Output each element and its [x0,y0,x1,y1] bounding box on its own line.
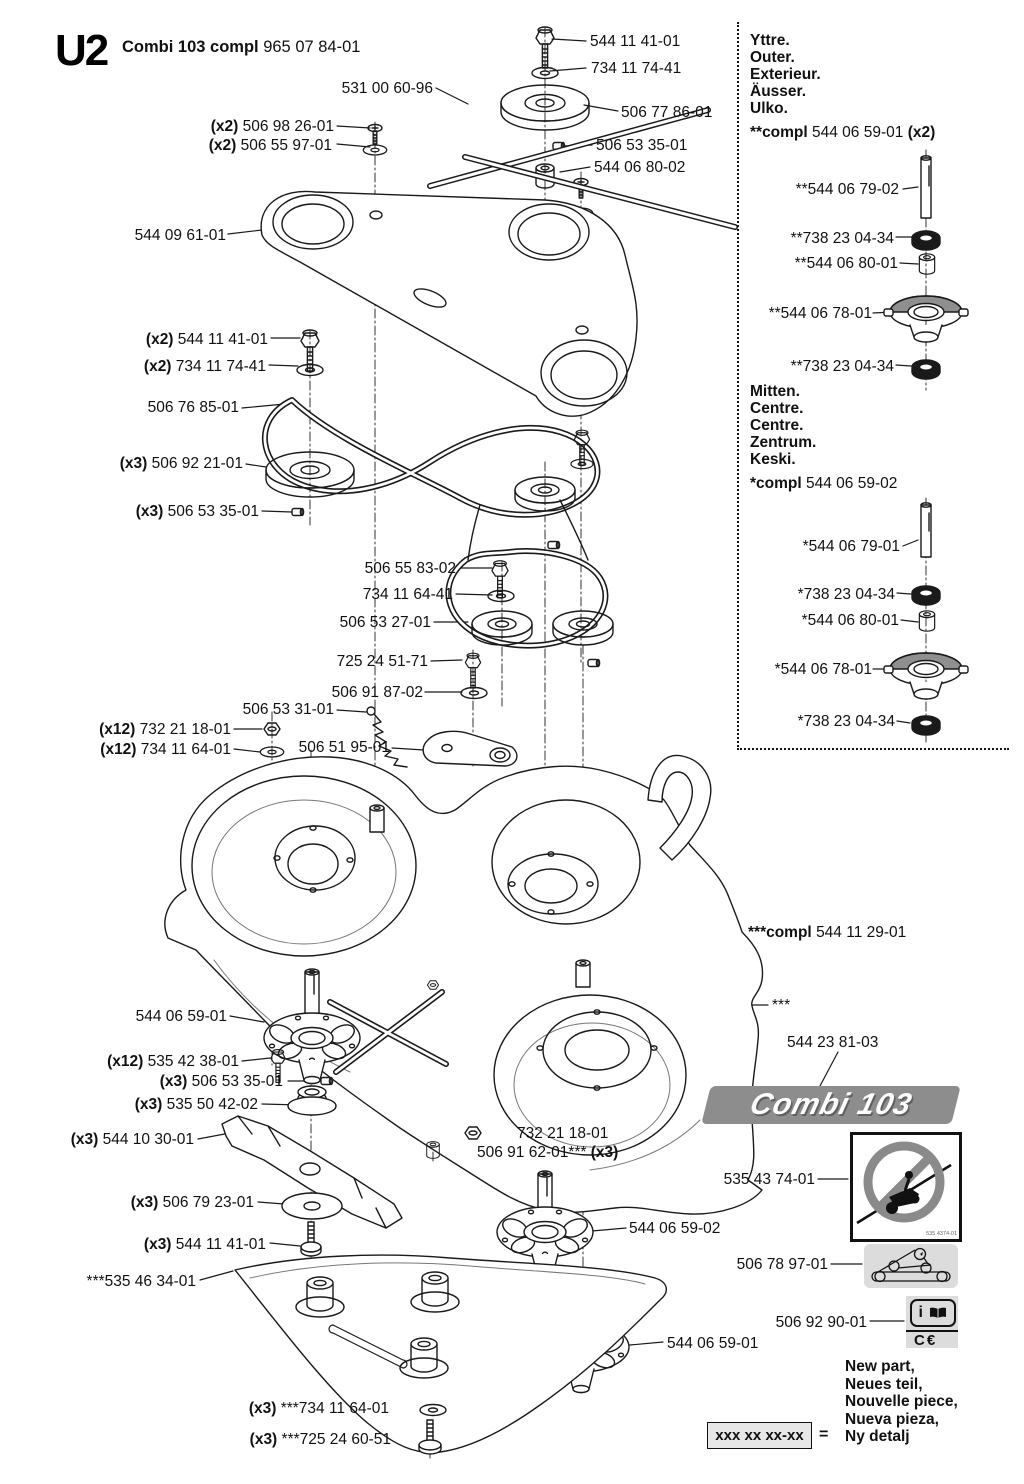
belt-routing-decal [864,1244,958,1288]
label-506-79-23-01: (x3) 506 79 23-01 [130,1194,254,1211]
label-506-91-62-01: 506 91 62-01*** (x3) [477,1144,619,1161]
label-544-06-78-01-outer: **544 06 78-01 [768,305,872,322]
blade-bolt [301,1222,321,1256]
open-book-icon [929,1307,947,1319]
decal-tiny-code: 535 4374-01 [926,1231,957,1237]
label-three-stars: *** [772,997,791,1014]
ce-mark: C€ [914,1332,938,1349]
label-506-55-97-01: (x2) 506 55 97-01 [208,137,332,154]
main-belt [265,400,606,646]
label-506-92-90-01: 506 92 90-01 [775,1314,867,1331]
label-506-53-35-01-x3a: (x3) 506 53 35-01 [135,503,259,520]
label-506-76-85-01: 506 76 85-01 [147,399,239,416]
label-734-11-74-41-top: 734 11 74-41 [591,60,682,77]
label-506-77-86-01: 506 77 86-01 [621,104,713,121]
read-manual-icon: i [910,1299,956,1327]
label-725-24-51-71: 725 24 51-71 [336,653,428,670]
label-544-06-59-01-bottom: 544 06 59-01 [667,1335,759,1352]
slope-warning-decal [850,1132,962,1242]
label-544-06-80-01-outer: **544 06 80-01 [794,255,898,272]
label-compl-544-11-29-01: ***compl 544 11 29-01 [748,924,907,941]
outer-language-block: Yttre. Outer. Exterieur. Äusser. Ulko. [750,32,821,117]
belt-routing-icon [864,1244,958,1288]
label-506-53-27-01: 506 53 27-01 [339,614,431,631]
page-title: Combi 103 compl 965 07 84-01 [122,38,361,56]
label-535-50-42-02: (x3) 535 50 42-02 [134,1096,258,1113]
idler-plate [261,191,637,416]
label-544-10-30-01: (x3) 544 10 30-01 [70,1131,194,1148]
label-506-51-95-01: 506 51 95-01 [298,739,390,756]
page-code: U2 [55,26,108,75]
label-535-43-74-01: 535 43 74-01 [723,1171,815,1188]
label-506-92-21-01: (x3) 506 92 21-01 [119,455,243,472]
label-544-06-79-01-centre: *544 06 79-01 [802,538,900,555]
new-part-legend: New part, Neues teil, Nouvelle piece, Nueva pieza, Ny detalj [845,1358,958,1446]
label-544-06-80-02: 544 06 80-02 [594,159,686,176]
label-738-23-04-34-outer-b: **738 23 04-34 [790,358,894,375]
label-734-11-64-41: 734 11 64-41 [362,586,453,603]
centre-compl-line: *compl 544 06 59-02 [750,475,898,492]
new-part-number-box: xxx xx xx-xx [707,1422,812,1449]
label-506-98-26-01: (x2) 506 98 26-01 [210,118,334,135]
label-506-53-35-01-x3b: (x3) 506 53 35-01 [159,1073,283,1090]
combi-103-badge: Combi 103 [701,1086,960,1124]
label-544-06-59-02: 544 06 59-02 [629,1220,721,1237]
label-738-23-04-34-centre-b: *738 23 04-34 [797,713,895,730]
manual-ce-decal [906,1296,958,1348]
label-506-53-35-01-top: 506 53 35-01 [596,137,688,154]
label-506-55-83-02: 506 55 83-02 [364,560,456,577]
tension-spring [367,707,407,767]
no-ride-slope-icon [853,1135,953,1233]
label-734-11-64-01-bottom: (x3) ***734 11 64-01 [248,1400,389,1417]
tension-arm [423,731,517,766]
label-535-46-34-01: ***535 46 34-01 [86,1273,196,1290]
label-725-24-60-51: (x3) ***725 24 60-51 [249,1431,391,1448]
label-544-06-59-01-left: 544 06 59-01 [135,1008,227,1025]
guard-plate [235,1255,666,1452]
label-544-11-41-01-x2: (x2) 544 11 41-01 [145,331,268,348]
label-732-21-18-01-x12: (x12) 732 21 18-01 [99,721,231,738]
label-544-11-41-01-top: 544 11 41-01 [590,33,681,50]
outer-compl-line: **compl 544 06 59-01 (x2) [750,124,936,141]
label-544-09-61-01: 544 09 61-01 [134,227,226,244]
label-738-23-04-34-outer-a: **738 23 04-34 [790,230,894,247]
label-506-78-97-01: 506 78 97-01 [736,1256,828,1273]
label-734-11-64-01-x12: (x12) 734 11 64-01 [100,741,231,758]
equals-sign: = [819,1426,829,1443]
label-544-06-78-01-centre: *544 06 78-01 [774,661,872,678]
label-544-23-81-03: 544 23 81-03 [787,1034,879,1051]
label-544-06-80-01-centre: *544 06 80-01 [801,612,899,629]
bushing [288,1086,336,1115]
label-544-11-41-01-x3: (x3) 544 11 41-01 [143,1236,266,1253]
label-738-23-04-34-centre-a: *738 23 04-34 [797,586,895,603]
label-506-53-31-01: 506 53 31-01 [242,701,334,718]
label-544-06-79-02-outer: **544 06 79-02 [795,181,899,198]
centre-language-block: Mitten. Centre. Centre. Zentrum. Keski. [750,383,817,468]
label-531-00-60-96: 531 00 60-96 [341,80,433,97]
label-732-21-18-01-b: 732 21 18-01 [517,1125,609,1142]
label-535-42-38-01: (x12) 535 42 38-01 [107,1053,239,1070]
label-734-11-74-41-x2: (x2) 734 11 74-41 [143,358,266,375]
label-506-91-87-02: 506 91 87-02 [331,684,423,701]
